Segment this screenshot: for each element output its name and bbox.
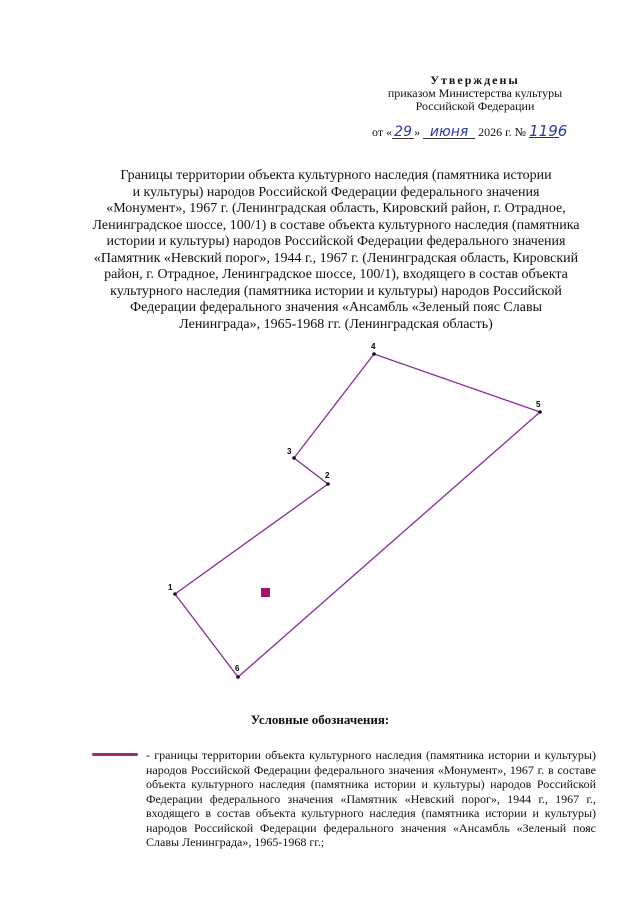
title-line: Границы территории объекта культурного наследия (памятника истории	[120, 168, 552, 183]
vertex-dot	[326, 482, 330, 486]
legend-boundary-swatch	[92, 753, 138, 756]
vertex-1	[168, 583, 177, 596]
title-line: истории и культуры) народов Российской Федерации федерального значения	[106, 234, 566, 249]
vertex-label: 6	[235, 664, 240, 673]
handwritten-day: 29	[392, 126, 414, 139]
vertex-5	[536, 400, 542, 414]
date-close-quote: »	[414, 125, 421, 139]
vertex-label: 1	[168, 583, 173, 592]
boundary-polygon	[175, 354, 540, 677]
year-and-number-label: 2026 г. №	[478, 125, 527, 139]
vertex-label: 5	[536, 400, 541, 409]
title-line: Ленинградское шоссе, 100/1) в составе объекта культурного наследия (памятника	[92, 217, 580, 233]
legend-title: Условные обозначения:	[250, 712, 390, 727]
vertex-dot	[292, 456, 296, 460]
title-line: культурного наследия (памятника истории и культуры) народов Российской	[110, 283, 562, 299]
vertex-4	[371, 342, 376, 356]
title-line: и культуры) народов Российской Федерации федерального значения	[132, 184, 540, 200]
vertex-label: 2	[325, 471, 330, 480]
vertex-label: 4	[371, 342, 376, 351]
vertex-2	[325, 471, 330, 486]
date-prefix: от «	[372, 125, 393, 139]
vertex-6	[235, 664, 240, 679]
title-line: Федерации федерального значения «Ансамбль «Зеленый пояс Славы	[130, 300, 542, 315]
vertex-dot	[236, 675, 240, 679]
title-line: Ленинграда», 1965-1968 гг. (Ленинградская область)	[179, 316, 493, 332]
handwritten-month: июня	[423, 126, 475, 139]
approval-line-1: приказом Министерства культуры	[387, 86, 563, 100]
approval-title: Утверждены	[430, 73, 520, 87]
handwritten-order-number: 1196	[529, 122, 568, 140]
legend-boundary-description: - границы территории объекта культурного наследия (памятника истории и культуры) народов Российской Федерации федерального значения «Монумент», 1967 г. в составе объекта культурного наследия (памятника истории и культуры) народов Российской Федерации федерального значения «Памятник «Невский порог», 1944 г., 1967 г., входящего в состав объекта культурного наследия (памятника истории и культуры) народов Российской Федерации федерального значения «Ансамбль «Зеленый пояс Славы Ленинграда», 1965-1968 гг.;	[146, 748, 596, 849]
vertex-label: 3	[287, 447, 292, 456]
vertex-dot	[538, 410, 542, 414]
monument-marker	[261, 588, 270, 597]
vertex-3	[287, 447, 296, 460]
vertex-dot	[173, 592, 177, 596]
title-line: «Монумент», 1967 г. (Ленинградская область, Кировский район, г. Отрадное,	[106, 201, 566, 216]
title-line: «Памятник «Невский порог», 1944 г., 1967 г. (Ленинградская область, Кировский	[93, 250, 579, 266]
title-line: район, г. Отрадное, Ленинградское шоссе, 100/1), входящего в состав объекта	[104, 267, 568, 282]
vertex-dot	[372, 352, 376, 356]
approval-line-2: Российской Федерации	[415, 99, 535, 113]
